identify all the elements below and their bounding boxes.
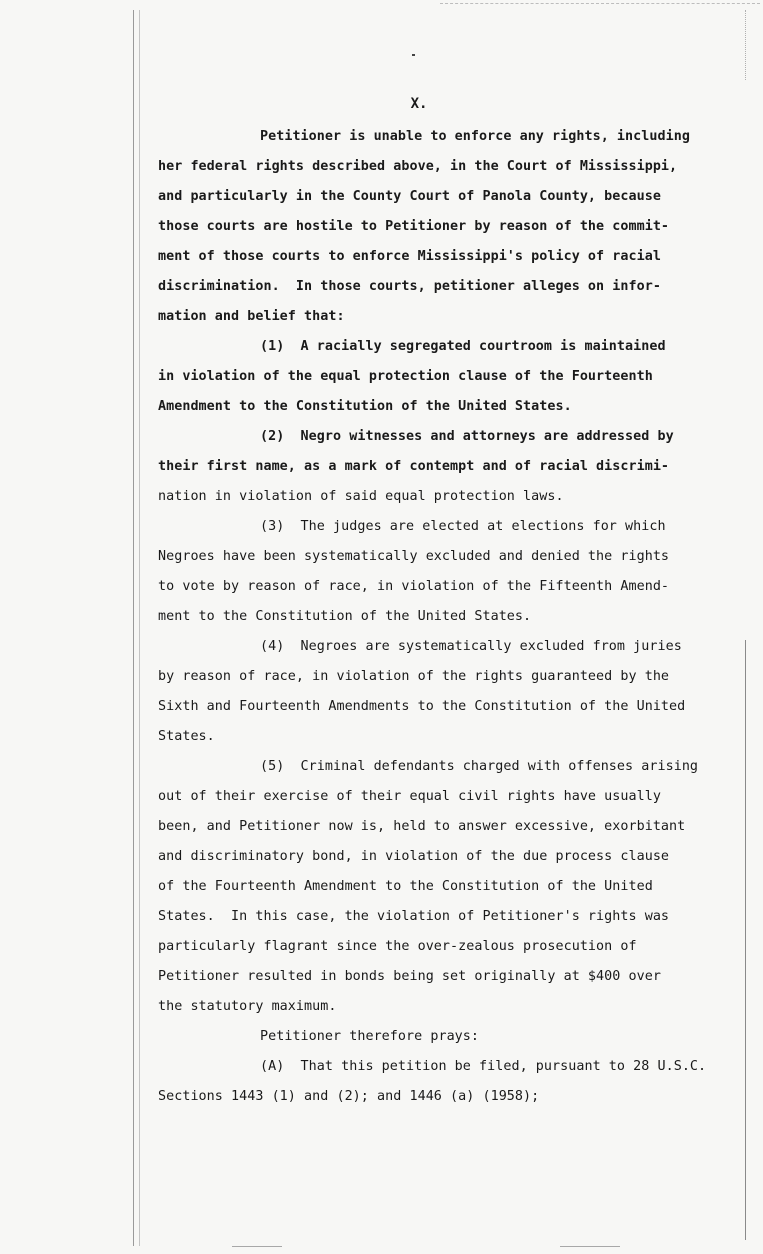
- right-margin-dotted-edge: [745, 10, 747, 80]
- list-item-line: (5) Criminal defendants charged with offenses arising: [260, 759, 699, 774]
- paragraph-line: those courts are hostile to Petitioner by reason of the commit-: [158, 219, 670, 234]
- right-margin-rule: [745, 640, 746, 1240]
- list-item-line: their first name, as a mark of contempt and of racial discrimi-: [158, 459, 670, 474]
- paragraph-line: ment of those courts to enforce Mississippi's policy of racial: [158, 249, 661, 264]
- list-item-line: Petitioner resulted in bonds being set originally at $400 over: [158, 969, 661, 984]
- section-heading: X.: [410, 96, 428, 112]
- list-item-line: the statutory maximum.: [158, 999, 337, 1014]
- paragraph-line: and particularly in the County Court of Panola County, because: [158, 189, 661, 204]
- list-item-line: nation in violation of said equal protection laws.: [158, 489, 564, 504]
- paragraph-line: her federal rights described above, in the Court of Mississippi,: [158, 159, 678, 174]
- paragraph-line: mation and belief that:: [158, 309, 345, 324]
- list-item-line: (3) The judges are elected at elections for which: [260, 519, 666, 534]
- left-margin-rule-inner: [139, 10, 140, 1246]
- list-item-line: and discriminatory bond, in violation of the due process clause: [158, 849, 670, 864]
- list-item-line: ment to the Constitution of the United States.: [158, 609, 532, 624]
- list-item-line: (4) Negroes are systematically excluded from juries: [260, 639, 682, 654]
- list-item-line: in violation of the equal protection clause of the Fourteenth: [158, 369, 653, 384]
- prayer-item-line: (A) That this petition be filed, pursuant to 28 U.S.C.: [260, 1059, 707, 1074]
- list-item-line: States.: [158, 729, 215, 744]
- list-item-line: (2) Negro witnesses and attorneys are addressed by: [260, 429, 674, 444]
- scan-top-dashed-edge: [440, 3, 760, 4]
- paragraph-line: discrimination. In those courts, petitioner alleges on infor-: [158, 279, 661, 294]
- list-item-line: of the Fourteenth Amendment to the Constitution of the United: [158, 879, 653, 894]
- prayer-item-line: Sections 1443 (1) and (2); and 1446 (a) (1958);: [158, 1089, 540, 1104]
- list-item-line: by reason of race, in violation of the rights guaranteed by the: [158, 669, 670, 684]
- list-item-line: been, and Petitioner now is, held to answer excessive, exorbitant: [158, 819, 686, 834]
- list-item-line: (1) A racially segregated courtroom is maintained: [260, 339, 666, 354]
- left-margin-rule: [133, 10, 134, 1246]
- prayer-intro-line: Petitioner therefore prays:: [260, 1029, 480, 1044]
- list-item-line: Negroes have been systematically excluded and denied the rights: [158, 549, 670, 564]
- list-item-line: Amendment to the Constitution of the United States.: [158, 399, 572, 414]
- list-item-line: out of their exercise of their equal civil rights have usually: [158, 789, 661, 804]
- paragraph-line: Petitioner is unable to enforce any rights, including: [260, 129, 690, 144]
- list-item-line: Sixth and Fourteenth Amendments to the Constitution of the United: [158, 699, 686, 714]
- list-item-line: States. In this case, the violation of Petitioner's rights was: [158, 909, 670, 924]
- list-item-line: to vote by reason of race, in violation of the Fifteenth Amend-: [158, 579, 670, 594]
- bottom-edge-mark: [232, 1246, 282, 1247]
- list-item-line: particularly flagrant since the over-zealous prosecution of: [158, 939, 637, 954]
- scan-speck: [412, 54, 415, 56]
- bottom-edge-mark: [560, 1246, 620, 1247]
